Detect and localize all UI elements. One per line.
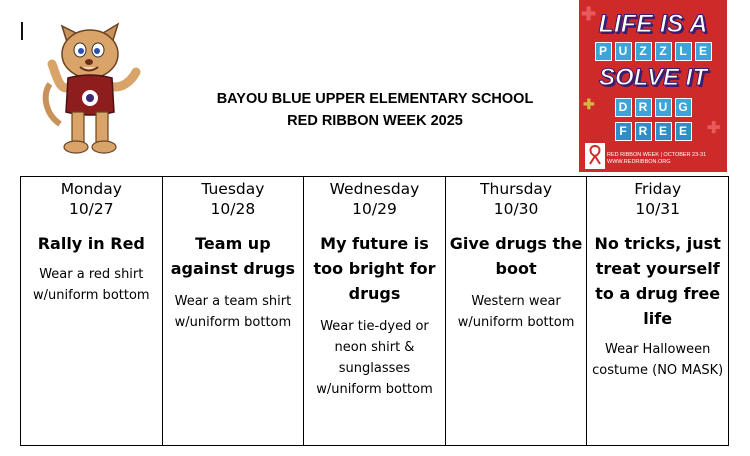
poster-tile: U	[655, 98, 672, 117]
puzzle-piece-icon: ✚	[583, 96, 595, 112]
red-ribbon-logo-icon	[585, 143, 605, 169]
day-date: 10/29	[352, 200, 397, 218]
poster-tile: L	[675, 42, 692, 61]
day-theme: Team up against drugs	[170, 234, 296, 278]
text-cursor	[21, 22, 23, 40]
schedule-table	[20, 176, 729, 446]
poster-tile: E	[675, 122, 692, 141]
day-cell-thursday	[445, 177, 587, 446]
poster-tile: P	[595, 42, 612, 61]
wildcat-mascot-icon	[40, 14, 155, 159]
day-attire: Wear a red shirt w/uniform bottom	[33, 267, 150, 303]
drug-free-poster	[579, 0, 727, 172]
day-date: 10/27	[68, 200, 114, 218]
poster-tile: G	[675, 98, 692, 117]
day-theme: No tricks, just treat yourself to a drug free life	[594, 234, 721, 328]
day-name: Monday	[60, 180, 122, 198]
puzzle-piece-icon: ✚	[581, 4, 597, 24]
poster-tiles-puzzle	[583, 42, 723, 61]
day-attire: Wear Halloween costume (NO MASK)	[592, 342, 724, 378]
day-date: 10/28	[210, 200, 256, 218]
day-theme: Give drugs the boot	[449, 234, 583, 278]
day-cell-tuesday	[162, 177, 304, 446]
poster-tile: Z	[635, 42, 652, 61]
day-name: Wednesday	[329, 180, 420, 198]
event-title: RED RIBBON WEEK 2025	[287, 113, 463, 129]
puzzle-piece-icon: ✚	[707, 120, 721, 137]
day-theme: My future is too bright for drugs	[313, 234, 436, 303]
day-date: 10/31	[635, 200, 681, 218]
poster-tile: R	[635, 98, 652, 117]
poster-tile: R	[635, 122, 652, 141]
day-date: 10/30	[493, 200, 539, 218]
day-name: Tuesday	[201, 180, 265, 198]
day-cell-friday	[587, 177, 729, 446]
poster-tile: F	[615, 122, 632, 141]
poster-tile: D	[615, 98, 632, 117]
day-name: Thursday	[480, 180, 553, 198]
poster-footer-date: RED RIBBON WEEK | OCTOBER 23-31	[607, 152, 707, 158]
poster-tile: E	[655, 122, 672, 141]
poster-tile: E	[695, 42, 712, 61]
table-row	[21, 177, 729, 446]
poster-tiles-drug	[583, 98, 723, 117]
poster-line-solve-it: SOLVE IT	[598, 64, 708, 91]
poster-tile: Z	[655, 42, 672, 61]
school-name: BAYOU BLUE UPPER ELEMENTARY SCHOOL	[216, 91, 534, 107]
poster-tiles-free	[583, 122, 723, 141]
day-cell-wednesday	[304, 177, 446, 446]
day-attire: Wear tie-dyed or neon shirt & sunglasses w/uniform bottom	[316, 319, 433, 397]
day-attire: Western wear w/uniform bottom	[457, 294, 575, 330]
poster-footer	[607, 152, 723, 166]
day-theme: Rally in Red	[37, 234, 145, 253]
day-name: Friday	[634, 180, 682, 198]
poster-footer-url: WWW.REDRIBBON.ORG	[607, 159, 671, 165]
page-header	[180, 88, 570, 132]
day-attire: Wear a team shirt w/uniform bottom	[174, 294, 292, 330]
poster-line-life-is-a: LIFE IS A	[598, 10, 708, 38]
poster-tile: U	[615, 42, 632, 61]
day-cell-monday	[21, 177, 163, 446]
